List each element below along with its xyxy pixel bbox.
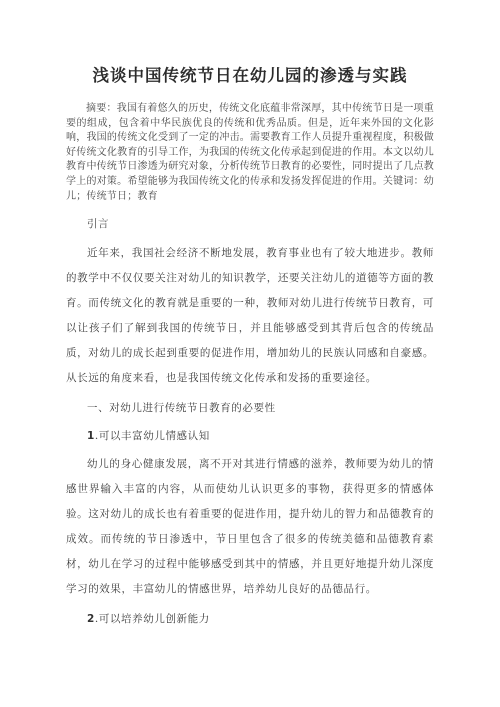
section-heading: 一、对幼儿进行传统节日教育的必要性 xyxy=(87,402,276,415)
subsection-title: .可以丰富幼儿情感认知 xyxy=(94,430,210,443)
subsection-heading xyxy=(66,424,434,449)
intro-heading: 引言 xyxy=(87,218,109,231)
subsection-title: .可以培养幼儿创新能力 xyxy=(94,613,210,626)
page-title: 浅谈中国传统节日在幼儿园的渗透与实践 xyxy=(92,66,408,85)
intro-paragraph: 近年来，我国社会经济不断地发展，教育事业也有了较大地进步。教师的教学中不仅仅要关注对幼儿的知识教学，还要关注幼儿的道德等方面的教育。而传统文化的教育就是重要的一种，教师对幼儿进行传统节日教育，可以让孩子们了解到我国的传统节日，并且能够感受到其背后包含的传统品质，对幼儿的成长起到重要的促进作用，增加幼儿的民族认同感和自豪感。从长远的角度来看，也是我国传统文化传承和发扬的重要途径。 xyxy=(66,247,434,385)
subsection-heading xyxy=(66,607,434,632)
subsection-number: 2 xyxy=(87,613,95,626)
subsection-number: 1 xyxy=(87,430,95,443)
abstract-paragraph: 摘要：我国有着悠久的历史，传统文化底蕴非常深厚，其中传统节日是一项重要的组成，包含着中华民族优良的传统和优秀品质。但是，近年来外国的文化影响，我国的传统文化受到了一定的冲击。需要教育工作人员提升重视程度，积极做好传统文化教育的引导工作，为我国的传统文化传承起到促进的作用。本文以幼儿教育中传统节日渗透为研究对象，分析传统节日教育的必要性，同时提出了几点教学上的对策。希望能够为我国传统文化的传承和发扬发挥促进的作用。关键词：幼儿；传统节日；教育 xyxy=(66,103,434,202)
subsection-paragraph: 幼儿的身心健康发展，离不开对其进行情感的滋养，教师要为幼儿的情感世界输入丰富的内容，从而使幼儿认识更多的事物，获得更多的情感体验。这对幼儿的成长也有着重要的促进作用，提升幼儿的智力和品德教育的成效。而传统的节日渗透中，节日里包含了很多的传统美德和品德教育素材，幼儿在学习的过程中能够感受到其中的情感，并且更好地提升幼儿深度学习的效果，丰富幼儿的情感世界，培养幼儿良好的品德品行。 xyxy=(66,458,434,596)
